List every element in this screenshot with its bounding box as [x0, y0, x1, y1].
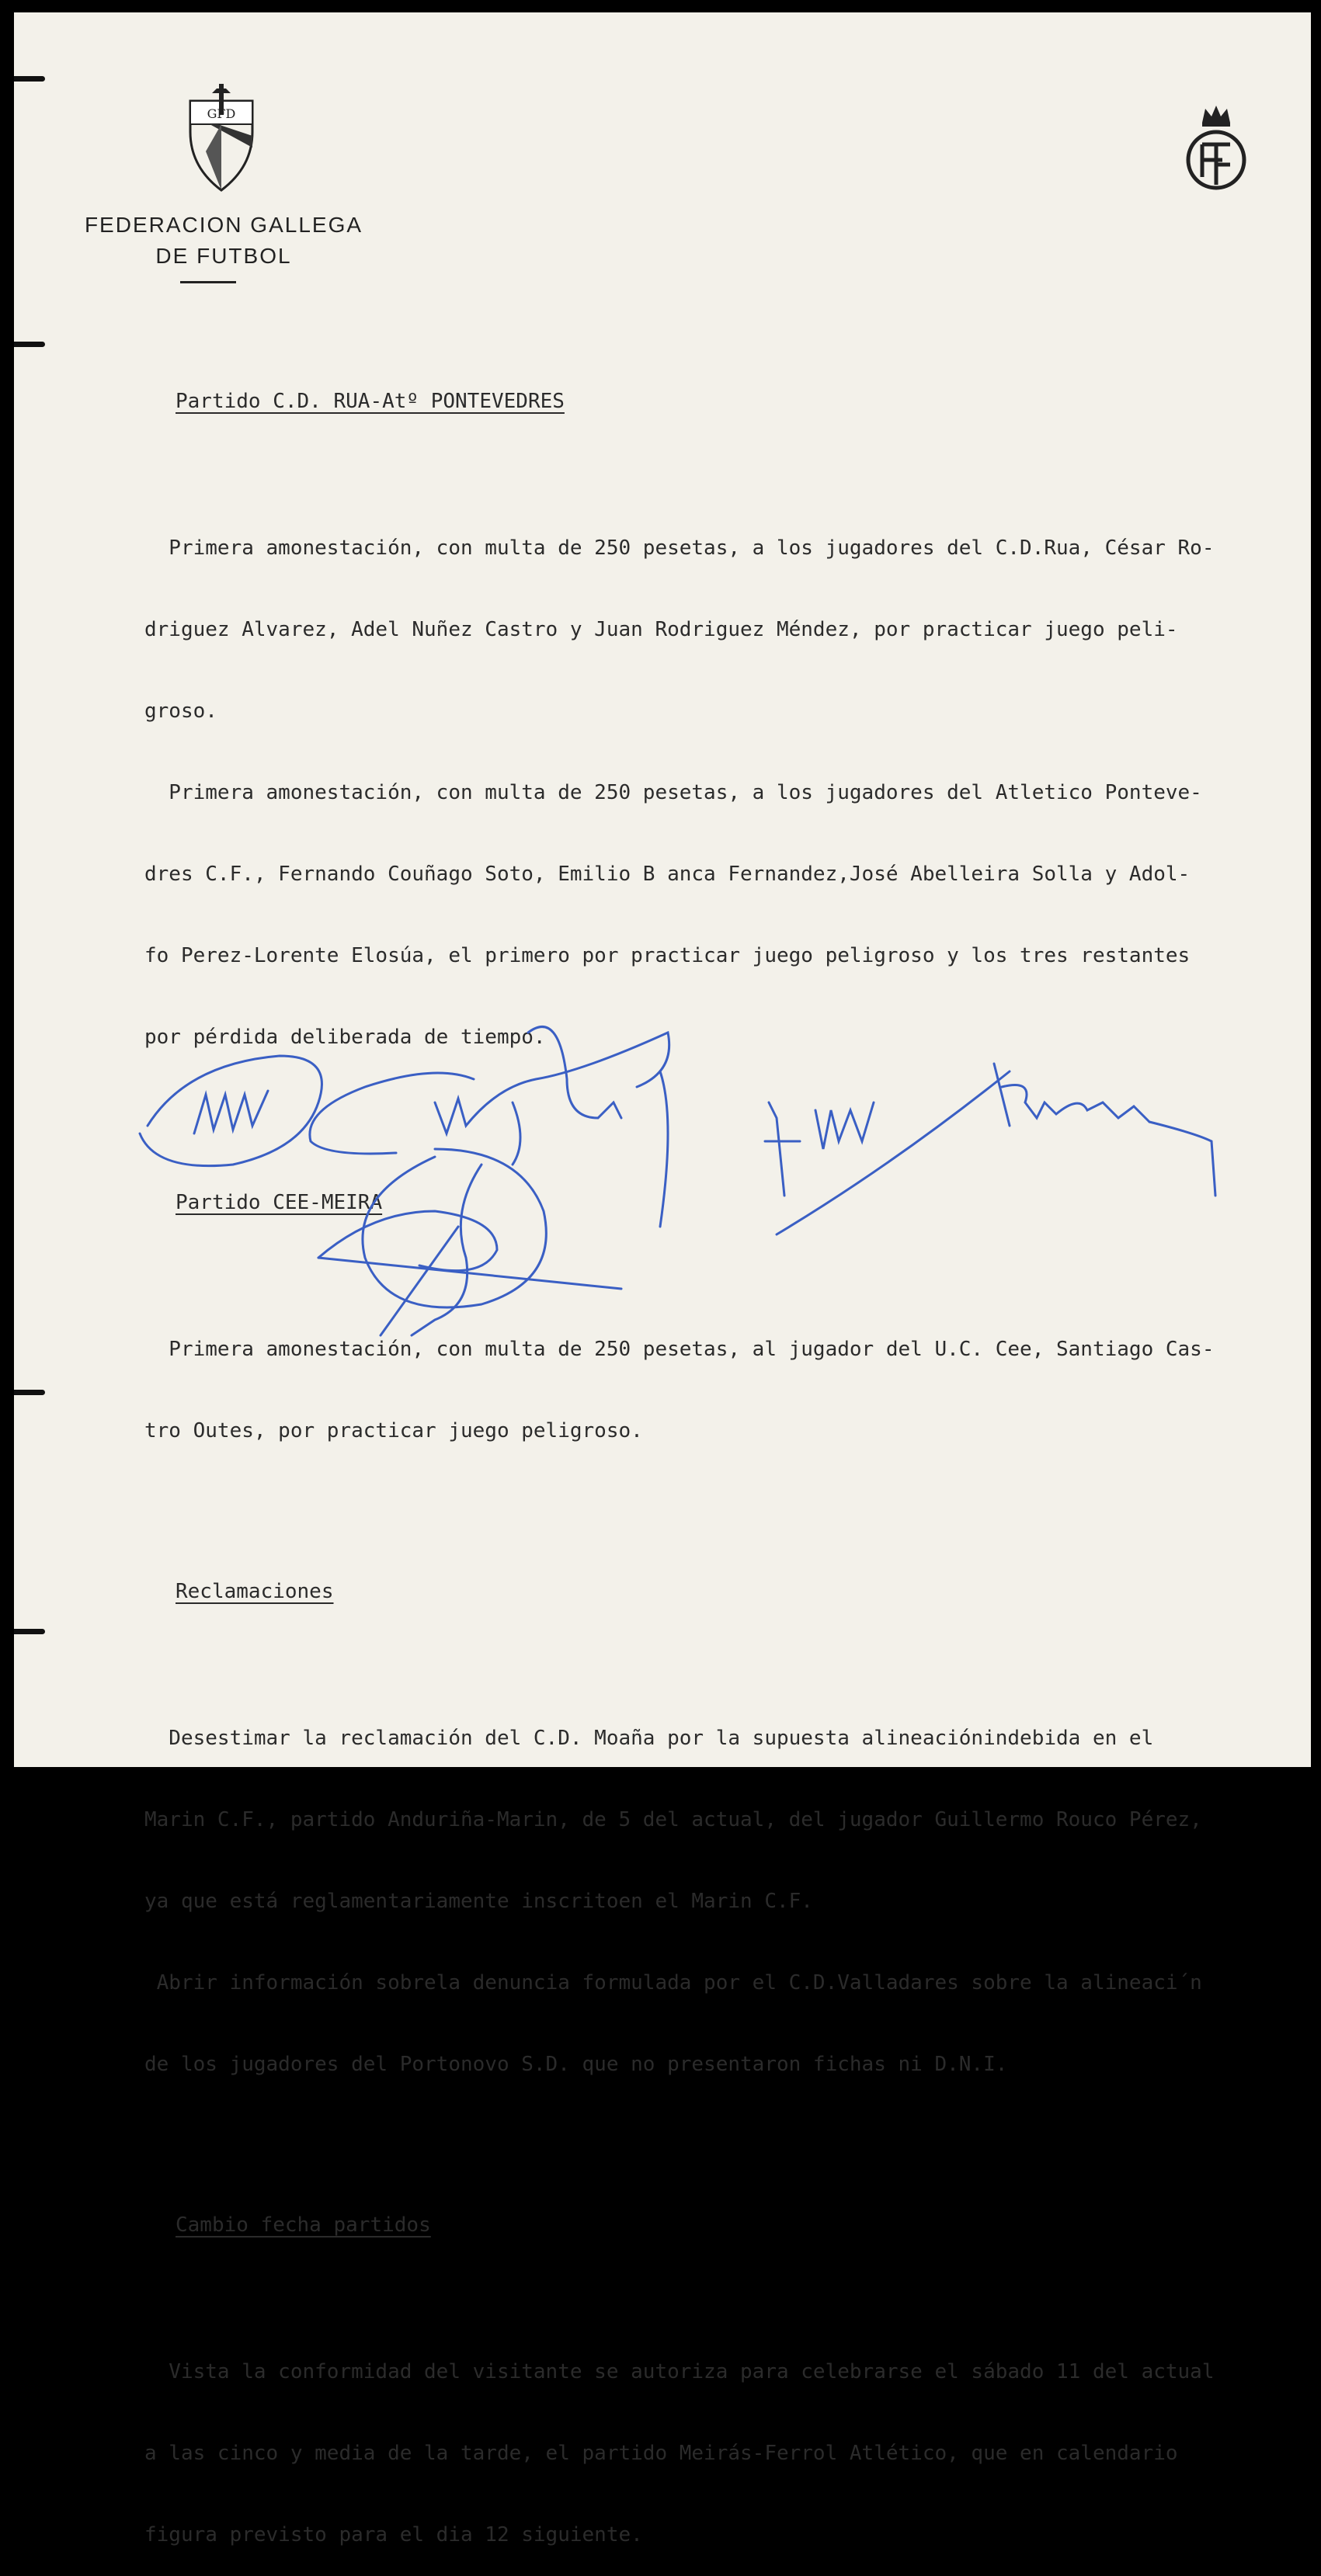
svg-text:GFD: GFD [207, 106, 236, 121]
section-heading: Reclamaciones [176, 1580, 334, 1603]
body-line: fo Perez-Lorente Elosúa, el primero por practicar juego peligroso y los tres restantes [144, 944, 1191, 967]
section-heading: Partido C.D. RUA-Atº PONTEVEDRES [176, 390, 565, 413]
body-line: a las cinco y media de la tarde, el partido Meirás-Ferrol Atlético, que en calendario [144, 2442, 1178, 2465]
binding-hole [14, 1390, 45, 1395]
body-line: Primera amonestación, con multa de 250 pesetas, al jugador del U.C. Cee, Santiago Cas- [144, 1338, 1215, 1361]
binding-hole [14, 76, 45, 82]
section-heading: Cambio fecha partidos [176, 2213, 431, 2237]
rfef-crown-emblem-icon [1179, 99, 1253, 193]
body-line: dres C.F., Fernando Couñago Soto, Emilio B anca Fernandez,José Abelleira Solla y Adol- [144, 863, 1191, 886]
body-line: Primera amonestación, con multa de 250 pesetas, a los jugadores del Atletico Ponteve- [144, 781, 1202, 804]
letterhead-line-1: FEDERACION GALLEGA [84, 213, 363, 237]
body-line: Primera amonestación, con multa de 250 pesetas, a los jugadores del C.D.Rua, César Ro- [144, 536, 1215, 560]
binding-hole [14, 1629, 45, 1634]
letterhead [61, 210, 387, 272]
letterhead-line-2: DE FUTBOL [155, 244, 292, 268]
binding-hole [14, 342, 45, 347]
body-line: de los jugadores del Portonovo S.D. que no presentaron fichas ni D.N.I. [144, 2053, 1008, 2076]
body-line: Abrir información sobrela denuncia formulada por el C.D.Valladares sobre la alineaci´n [144, 1971, 1202, 1994]
body-line: driguez Alvarez, Adel Nuñez Castro y Juan Rodriguez Méndez, por practicar juego peli- [144, 618, 1178, 641]
body-line: Desestimar la reclamación del C.D. Moaña por la supuesta alineaciónindebida en el [144, 1727, 1154, 1750]
shield-crest-icon [175, 78, 268, 194]
body-line: tro Outes, por practicar juego peligroso. [144, 1419, 643, 1442]
section-heading: Partido CEE-MEIRA [176, 1191, 383, 1214]
body-line: groso. [144, 700, 217, 723]
document-body [144, 334, 1294, 2576]
body-line: Vista la conformidad del visitante se autoriza para celebrarse el sábado 11 del actual [144, 2360, 1215, 2383]
letterhead-rule [180, 281, 236, 283]
body-line: figura previsto para el dia 12 siguiente. [144, 2523, 643, 2546]
body-line: Marin C.F., partido Anduriña-Marin, de 5 del actual, del jugador Guillermo Rouco Pérez, [144, 1808, 1202, 1831]
body-line: por pérdida deliberada de tiempo. [144, 1026, 546, 1049]
body-line: ya que está reglamentariamente inscritoen el Marin C.F. [144, 1890, 813, 1913]
